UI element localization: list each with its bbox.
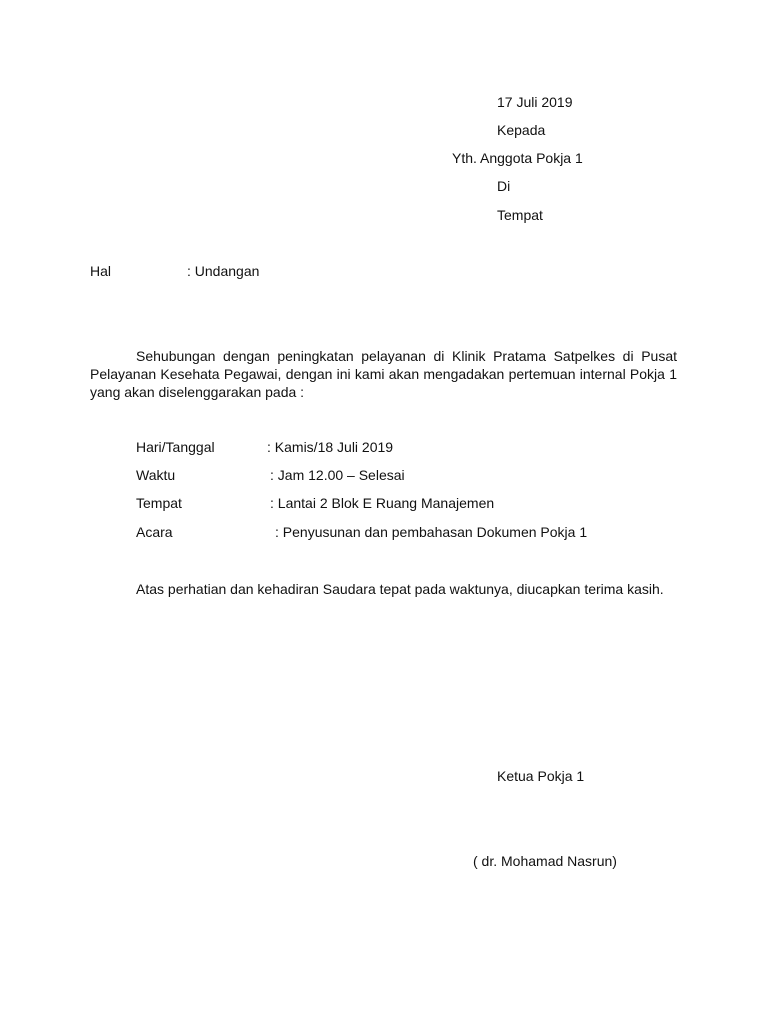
recipient: Yth. Anggota Pokja 1 [452, 150, 583, 166]
detail-value-agenda: : Penyusunan dan pembahasan Dokumen Pokja 1 [275, 524, 588, 540]
detail-value-date: : Kamis/18 Juli 2019 [267, 439, 394, 455]
closing-paragraph: Atas perhatian dan kehadiran Saudara tepat pada waktunya, diucapkan terima kasih. [136, 581, 664, 597]
place: Tempat [497, 207, 543, 223]
detail-label-place: Tempat [136, 495, 182, 511]
subject-value: : Undangan [187, 263, 260, 279]
signature-title: Ketua Pokja 1 [497, 768, 585, 784]
detail-label-agenda: Acara [136, 524, 173, 540]
subject-label: Hal [90, 263, 112, 279]
detail-value-place: : Lantai 2 Blok E Ruang Manajemen [270, 495, 495, 511]
letter-date: 17 Juli 2019 [497, 94, 573, 110]
signature-name: ( dr. Mohamad Nasrun) [473, 853, 617, 869]
detail-value-time: : Jam 12.00 – Selesai [270, 467, 405, 483]
intro-paragraph: Sehubungan dengan peningkatan pelayanan di Klinik Pratama Satpelkes di Pusat Pelayanan Kesehata Pegawai, dengan ini kami akan mengadakan pertemuan internal Pokja 1 yang akan diselenggarakan pada : [90, 348, 677, 400]
detail-label-date: Hari/Tanggal [136, 439, 215, 455]
at-label: Di [497, 178, 511, 194]
to-label: Kepada [497, 122, 546, 138]
detail-label-time: Waktu [136, 467, 176, 483]
